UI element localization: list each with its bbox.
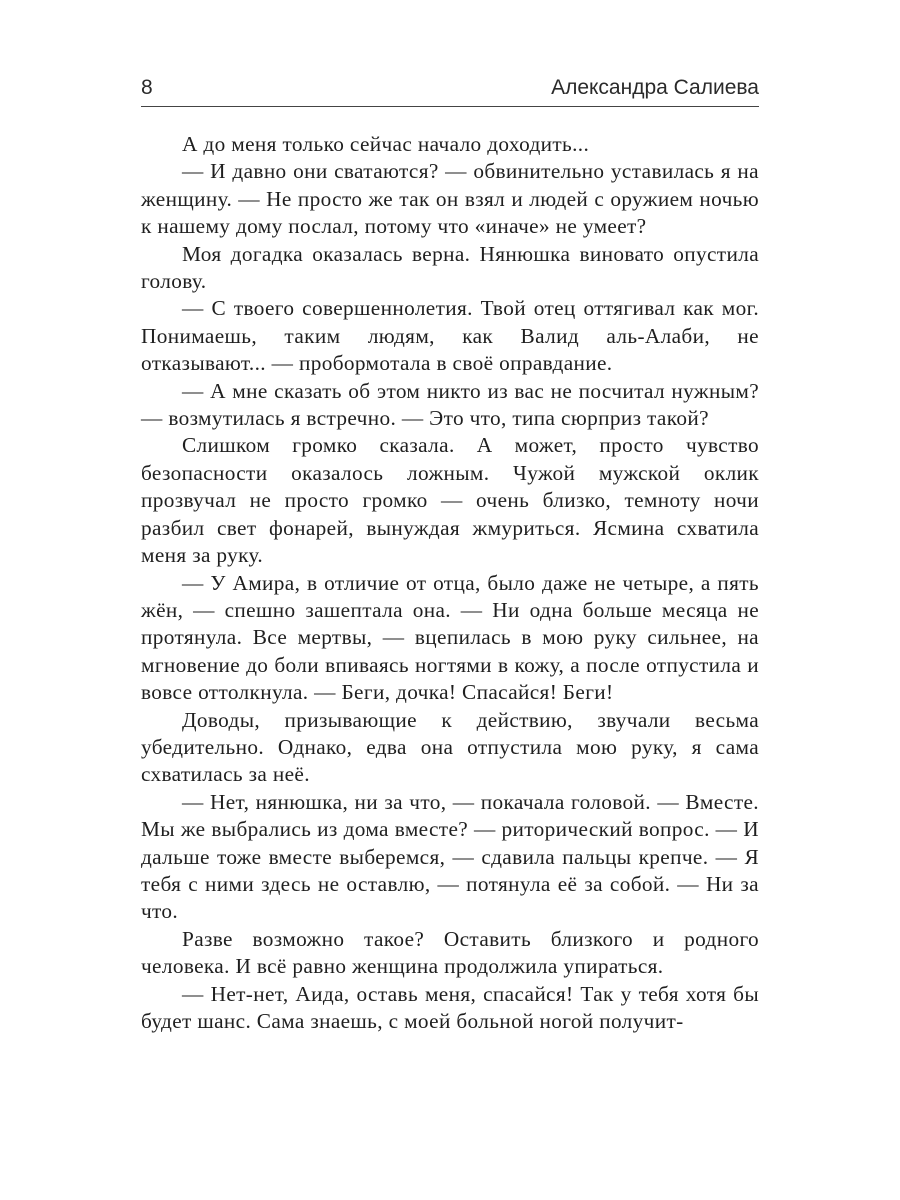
paragraph: — А мне сказать об этом никто из вас не посчитал нужным? — возмутилась я встречно. — Это что, типа сюрприз такой? <box>141 378 759 431</box>
paragraph: — С твоего совершеннолетия. Твой отец оттягивал как мог. Понимаешь, таким людям, как Валид аль-Алаби, не отказывают... — пробормотала в своё оправдание. <box>141 296 759 376</box>
paragraph: А до меня только сейчас начало доходить... <box>182 132 590 156</box>
paragraph: — И давно они сватаются? — обвинительно уставилась я на женщину. — Не просто же так он взял и людей с оружием ночью к нашему дому послал, потому что «иначе» не умеет? <box>141 159 759 239</box>
running-head-author: Александра Салиева <box>551 76 759 99</box>
body-text <box>141 131 759 1035</box>
paragraph: — Нет-нет, Аида, оставь меня, спасайся! Так у тебя хотя бы будет шанс. Сама знаешь, с моей больной ногой получит- <box>141 981 759 1033</box>
paragraph: Разве возможно такое? Оставить близкого и родного человека. И всё равно женщина продолжила упираться. <box>141 926 759 979</box>
page-number: 8 <box>141 76 153 99</box>
paragraph: — У Амира, в отличие от отца, было даже не четыре, а пять жён, — спешно зашептала она. — Ни одна больше месяца не протянула. Все мертвы, — вцепилась в мою руку сильнее, на мгновение до боли впиваясь ногтями в кожу, а после отпустила и вовсе оттолкнула. — Беги, дочка! Спасайся! Беги! <box>141 570 759 705</box>
paragraph: Доводы, призывающие к действию, звучали весьма убедительно. Однако, едва она отпустила мою руку, я сама схватилась за неё. <box>141 707 759 787</box>
paragraph: — Нет, нянюшка, ни за что, — покачала головой. — Вместе. Мы же выбрались из дома вместе? — риторический вопрос. — И дальше тоже вместе выберемся, — сдавила пальцы крепче. — Я тебя с ними здесь не оставлю, — потянула её за собой. — Ни за что. <box>141 789 759 924</box>
page-header <box>141 72 759 107</box>
paragraph: Моя догадка оказалась верна. Нянюшка виновато опустила голову. <box>141 241 759 294</box>
paragraph: Слишком громко сказала. А может, просто чувство безопасности оказалось ложным. Чужой мужской оклик прозвучал не просто громко — очень близко, темноту ночи разбил свет фонарей, вынуждая жмуриться. Ясмина схватила меня за руку. <box>141 433 759 568</box>
